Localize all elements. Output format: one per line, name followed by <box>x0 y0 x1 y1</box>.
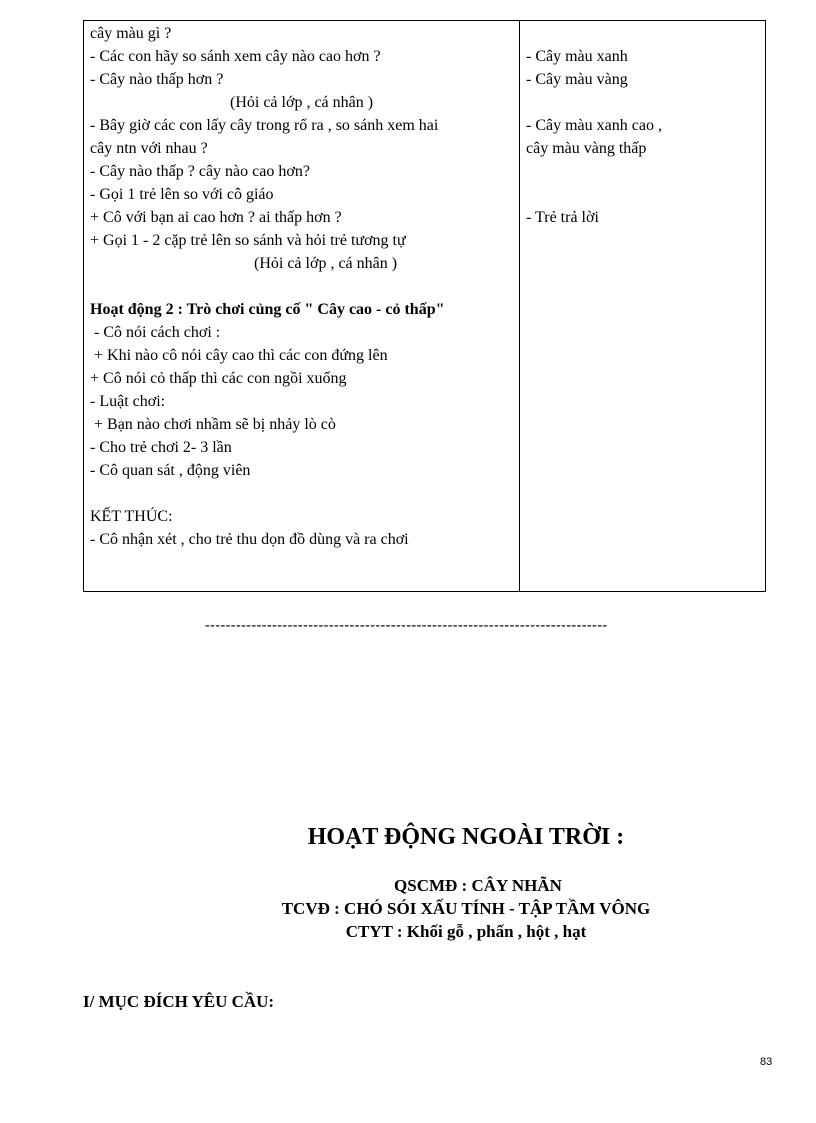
table-right-line: - Trẻ trả lời <box>526 209 599 226</box>
table-left-line: - Cho trẻ chơi 2- 3 lần <box>90 439 232 456</box>
column-divider <box>519 21 520 591</box>
table-left-line: - Gọi 1 trẻ lên so với cô giáo <box>90 186 274 203</box>
table-left-line: - Luật chơi: <box>90 393 166 410</box>
table-right-line: - Cây màu xanh cao , <box>526 117 662 134</box>
section-heading: I/ MỤC ĐÍCH YÊU CẦU: <box>83 992 275 1011</box>
table-left-line: cây ntn với nhau ? <box>90 140 208 157</box>
table-left-line: + Khi nào cô nói cây cao thì các con đứng lên <box>94 347 388 364</box>
table-left-line: cây màu gì ? <box>90 25 172 42</box>
table-right-line: - Cây màu xanh <box>526 48 628 65</box>
table-left-line: - Bây giờ các con lấy cây trong rổ ra , so sánh xem hai <box>90 117 439 134</box>
subtitle-tcvd: TCVĐ : CHÓ SÓI XẤU TÍNH - TẬP TẦM VÔNG <box>281 899 651 918</box>
page-number: 83 <box>760 1056 773 1068</box>
table-left-line: - Cô quan sát , động viên <box>90 462 251 479</box>
table-left-line: (Hỏi cả lớp , cá nhân ) <box>254 255 398 272</box>
activity-table <box>83 20 766 592</box>
table-left-line: (Hỏi cả lớp , cá nhân ) <box>230 94 374 111</box>
dashed-separator: ------------------------------------------------------------------------------ <box>205 618 608 633</box>
subtitle-qscmd: QSCMĐ : CÂY NHÃN <box>394 876 562 895</box>
table-left-line: + Cô nói cỏ thấp thì các con ngồi xuống <box>90 370 347 387</box>
table-left-line: + Bạn nào chơi nhầm sẽ bị nhảy lò cò <box>94 416 336 433</box>
table-right-line: cây màu vàng thấp <box>526 140 647 157</box>
ending-heading: KẾT THÚC: <box>90 508 173 525</box>
table-left-line: - Cô nói cách chơi : <box>94 324 221 341</box>
table-left-line: - Cây nào thấp ? cây nào cao hơn? <box>90 163 310 180</box>
table-left-line: - Cô nhận xét , cho trẻ thu dọn đồ dùng và ra chơi <box>90 531 409 548</box>
subtitle-ctyt: CTYT : Khối gỗ , phấn , hột , hạt <box>345 922 587 941</box>
table-left-line: - Các con hãy so sánh xem cây nào cao hơn ? <box>90 48 381 65</box>
table-left-line: + Gọi 1 - 2 cặp trẻ lên so sánh và hỏi trẻ tương tự <box>90 232 406 249</box>
table-left-line: + Cô với bạn ai cao hơn ? ai thấp hơn ? <box>90 209 342 226</box>
table-right-line: - Cây màu vàng <box>526 71 628 88</box>
table-left-line: - Cây nào thấp hơn ? <box>90 71 224 88</box>
activity-2-heading: Hoạt động 2 : Trò chơi củng cố " Cây cao - cỏ thấp" <box>90 301 445 318</box>
page-title: HOẠT ĐỘNG NGOÀI TRỜI : <box>307 824 625 850</box>
